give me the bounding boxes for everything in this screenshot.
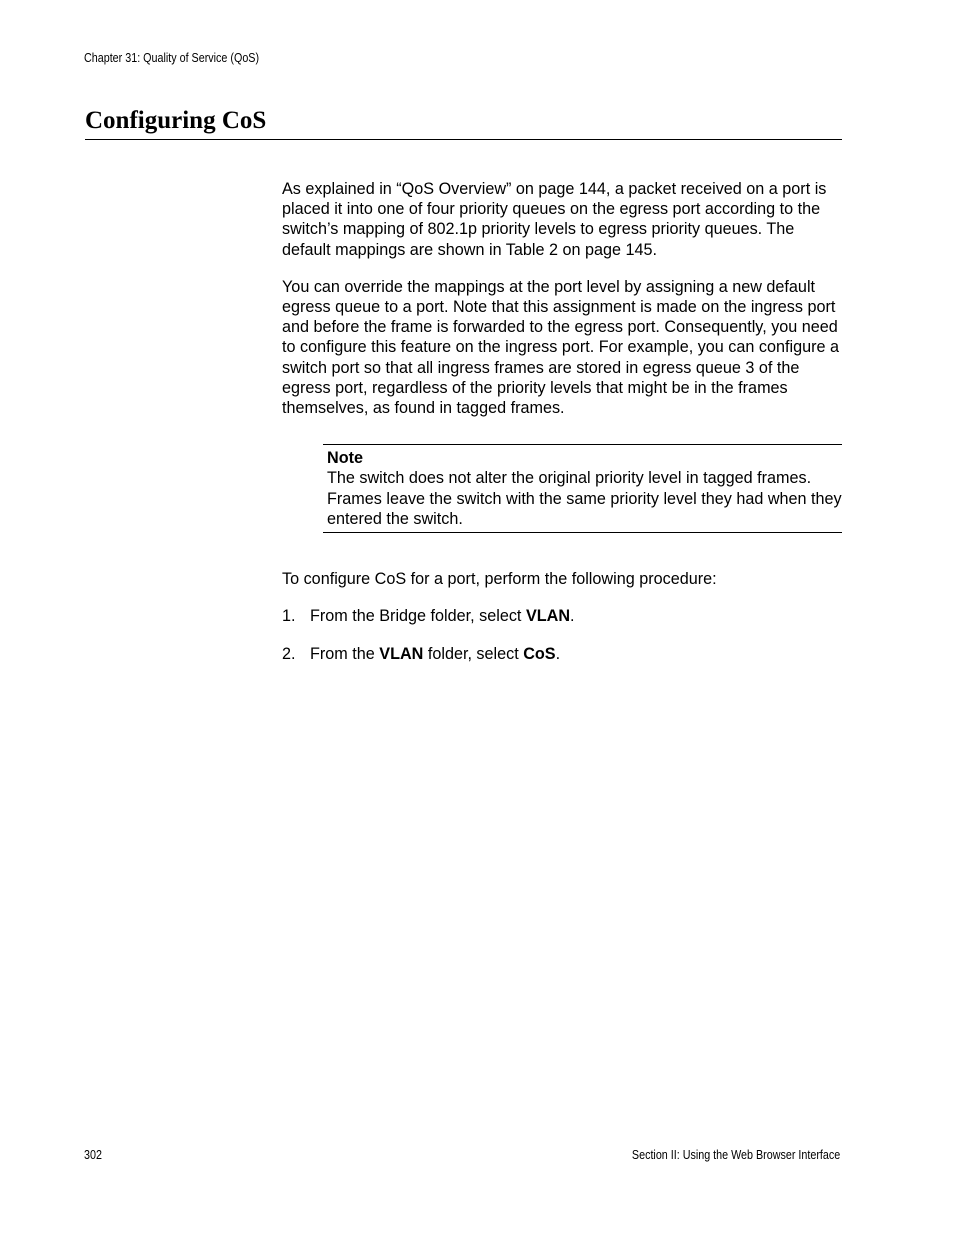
step-text-middle: folder, select <box>423 645 524 664</box>
step-text: From the <box>310 645 380 664</box>
step-number: 2. <box>282 645 296 664</box>
section-title: Configuring CoS <box>85 107 267 134</box>
step-number: 1. <box>282 607 296 626</box>
note-box <box>323 444 842 533</box>
step-text-suffix: . <box>570 607 575 626</box>
title-rule <box>85 139 842 140</box>
procedure-steps <box>282 606 844 664</box>
menu-item-cos: CoS <box>523 645 556 664</box>
note-label: Note <box>327 449 363 468</box>
procedure-intro: To configure CoS for a port, perform the following procedure: <box>282 570 717 589</box>
menu-item-vlan: VLAN <box>525 607 571 626</box>
step-text-suffix: . <box>555 645 561 664</box>
paragraph-override: You can override the mappings at the port level by assigning a new default egress queue to a port. Note that this assignment is made on the ingress port and before the frame is forwarded to the egress port. Consequently, you need to configure this feature on the ingress port. For example, you can configure a switch port so that all ingress frames are stored in egress queue 3 of the egress port, regardless of the priority levels that might be in the frames themselves, as found in tagged frames. <box>282 277 839 418</box>
procedure-step <box>282 606 844 626</box>
step-text: From the Bridge folder, select <box>310 607 526 626</box>
note-text: The switch does not alter the original priority level in tagged frames. Frames leave the switch with the same priority level they had when they entered the switch. <box>327 469 842 528</box>
folder-name-vlan: VLAN <box>379 645 424 664</box>
page-number: 302 <box>84 1148 102 1162</box>
paragraph-intro: As explained in “QoS Overview” on page 144, a packet received on a port is placed it into one of four priority queues on the egress port according to the switch’s mapping of 802.1p priority levels to egress priority queues. The default mappings are shown in Table 2 on page 145. <box>282 180 827 259</box>
running-header: Chapter 31: Quality of Service (QoS) <box>84 51 260 65</box>
footer-section-label: Section II: Using the Web Browser Interface <box>631 1148 840 1162</box>
body-content <box>282 179 844 683</box>
procedure-step <box>282 644 844 664</box>
